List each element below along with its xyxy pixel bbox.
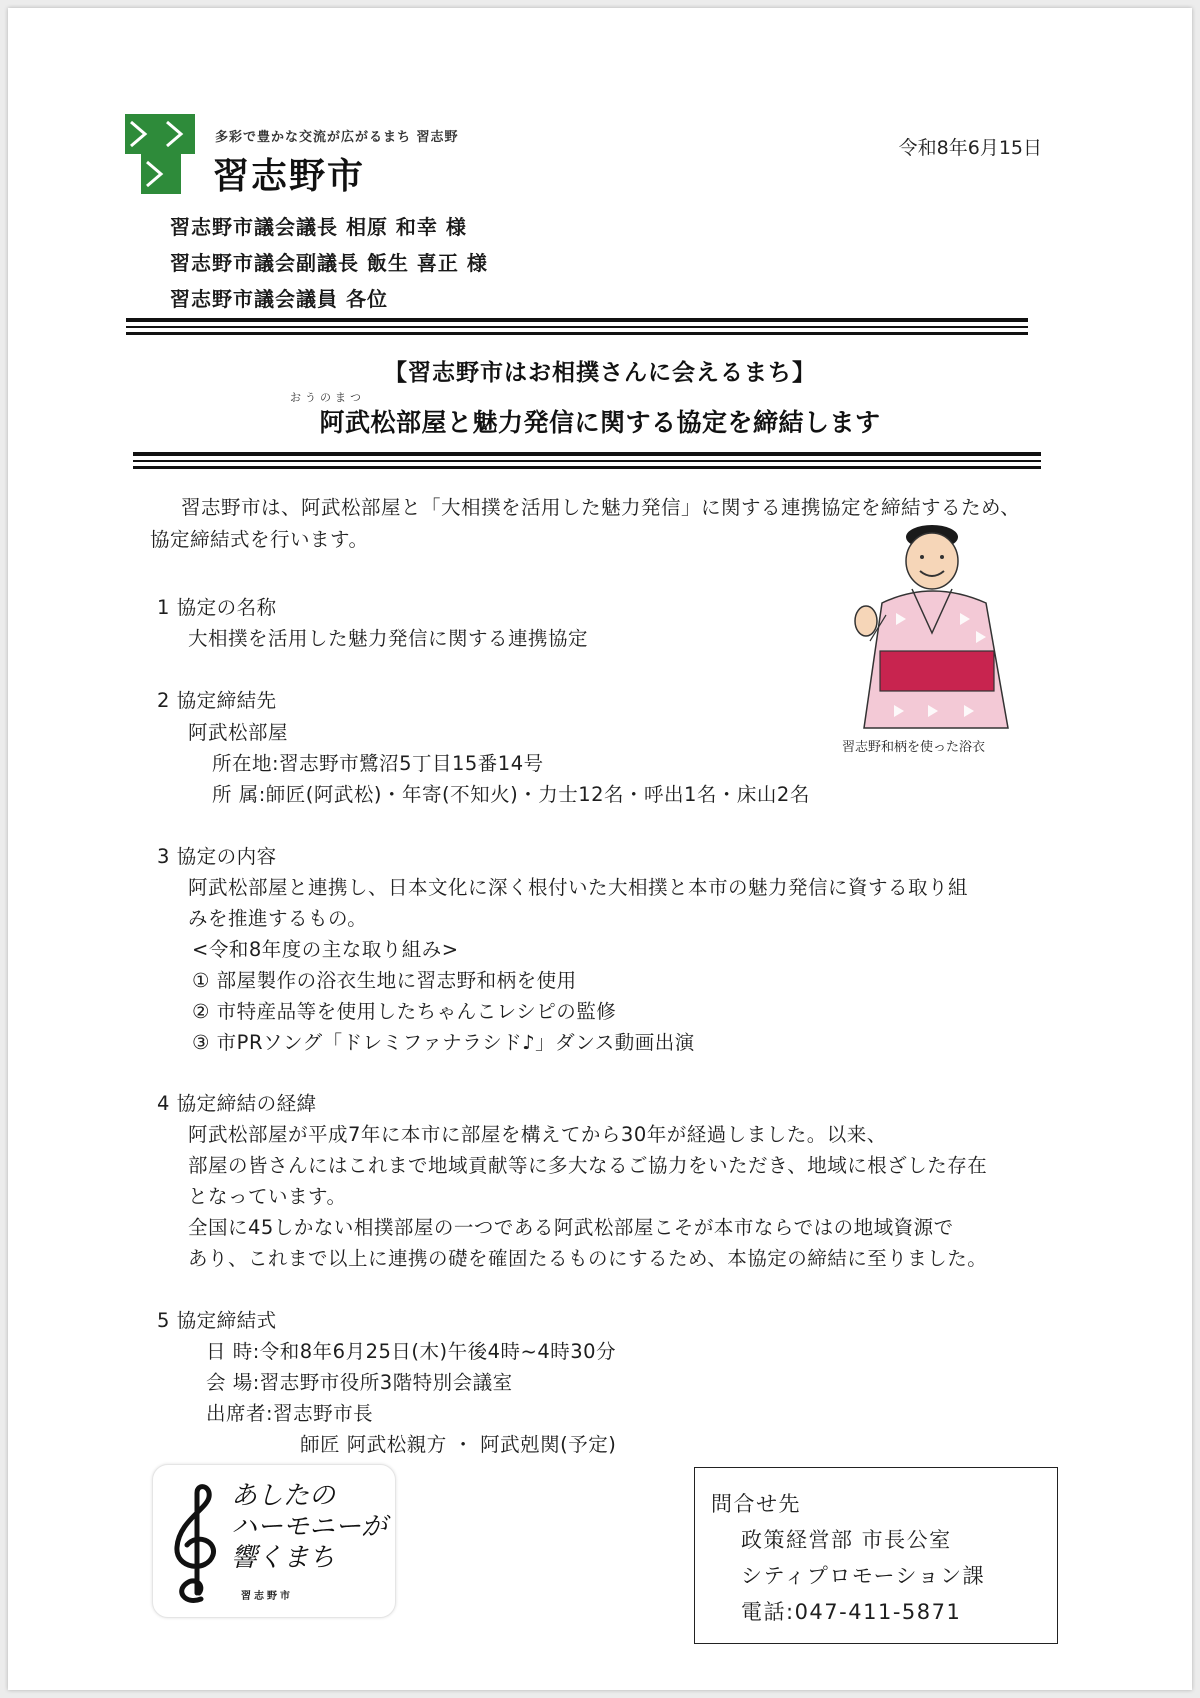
contact-title: 問合せ先 [711, 1492, 801, 1516]
section-3-item: ① 部屋製作の浴衣生地に習志野和柄を使用 [192, 969, 577, 992]
section-2-name: 阿武松部屋 [188, 721, 289, 744]
section-3-body-1: 阿武松部屋と連携し、日本文化に深く根付いた大相撲と本市の魅力発信に資する取り組 [188, 876, 969, 899]
contact-box [694, 1467, 1058, 1644]
divider [126, 318, 1028, 322]
section-4-heading: 4 協定締結の経緯 [157, 1092, 317, 1115]
section-2-address: 所在地:習志野市鷺沼5丁目15番14号 [212, 752, 544, 775]
section-4-line: あり、これまで以上に連携の礎を確固たるものにするため、本協定の締結に至りました。 [188, 1247, 988, 1270]
section-4-line: 全国に45しかない相撲部屋の一つである阿武松部屋こそが本市ならではの地域資源で [188, 1216, 954, 1239]
contact-phone: 電話:047-411-5871 [741, 1600, 962, 1624]
harmony-logo [152, 1464, 396, 1618]
divider [126, 326, 1028, 328]
document-date: 令和8年6月15日 [898, 137, 1042, 159]
section-2-members: 所 属:師匠(阿武松)・年寄(不知火)・力士12名・呼出1名・床山2名 [212, 783, 810, 806]
city-logo-icon [125, 114, 209, 198]
harmony-city: 習志野市 [241, 1591, 293, 1602]
divider [133, 452, 1041, 456]
contact-dept: 政策経営部 市長公室 [741, 1528, 952, 1552]
section-3-item: ③ 市PRソング「ドレミファナラシド♪」ダンス動画出演 [192, 1031, 695, 1054]
addressee-vice-chair: 習志野市議会副議長 飯生 喜正 様 [170, 251, 488, 275]
section-2-heading: 2 協定締結先 [157, 689, 277, 712]
section-5-venue: 会 場:習志野市役所3階特別会議室 [206, 1371, 513, 1394]
harmony-line-2: ハーモニーが [231, 1512, 388, 1542]
contact-section: シティプロモーション課 [741, 1564, 986, 1588]
divider [126, 332, 1028, 335]
section-3-heading: 3 協定の内容 [157, 845, 277, 868]
illustration-caption: 習志野和柄を使った浴衣 [842, 740, 986, 755]
document-page [8, 8, 1192, 1690]
section-3-sub-heading: <令和8年度の主な取り組み> [192, 938, 459, 961]
harmony-line-3: 響くまち [231, 1543, 336, 1573]
divider [133, 460, 1041, 462]
title-line-2: 阿武松部屋と魅力発信に関する協定を締結します [319, 408, 881, 437]
title-ruby: おうのまつ [290, 391, 365, 404]
intro-line-2: 協定締結式を行います。 [150, 528, 369, 551]
section-4-line: 阿武松部屋が平成7年に本市に部屋を構えてから30年が経過しました。以来、 [188, 1123, 887, 1146]
section-5-attendees: 出席者:習志野市長 [206, 1402, 374, 1425]
addressee-members: 習志野市議会議員 各位 [170, 287, 388, 311]
section-5-attendees-2: 師匠 阿武松親方 ・ 阿武剋関(予定) [300, 1433, 617, 1456]
title-line-1: 【習志野市はお相撲さんに会えるまち】 [384, 360, 816, 386]
divider [133, 466, 1041, 469]
harmony-line-1: あしたの [231, 1481, 336, 1511]
section-1-heading: 1 協定の名称 [157, 596, 277, 619]
section-3-body-2: みを推進するもの。 [188, 907, 368, 930]
section-1-body: 大相撲を活用した魅力発信に関する連携協定 [188, 627, 589, 650]
city-name: 習志野市 [213, 156, 366, 197]
city-slogan: 多彩で豊かな交流が広がるまち 習志野 [215, 130, 459, 145]
section-5-datetime: 日 時:令和8年6月25日(木)午後4時~4時30分 [206, 1340, 617, 1363]
rikishi-yukata-illustration [836, 523, 1019, 731]
treble-clef-icon [167, 1481, 227, 1605]
section-4-line: となっています。 [188, 1185, 347, 1208]
intro-line-1: 習志野市は、阿武松部屋と「大相撲を活用した魅力発信」に関する連携協定を締結するため、 [181, 496, 1021, 519]
addressee-chair: 習志野市議会議長 相原 和幸 様 [170, 215, 467, 239]
section-5-heading: 5 協定締結式 [157, 1309, 277, 1332]
section-3-item: ② 市特産品等を使用したちゃんこレシピの監修 [192, 1000, 617, 1023]
section-4-line: 部屋の皆さんにはこれまで地域貢献等に多大なるご協力をいただき、地域に根ざした存在 [188, 1154, 988, 1177]
